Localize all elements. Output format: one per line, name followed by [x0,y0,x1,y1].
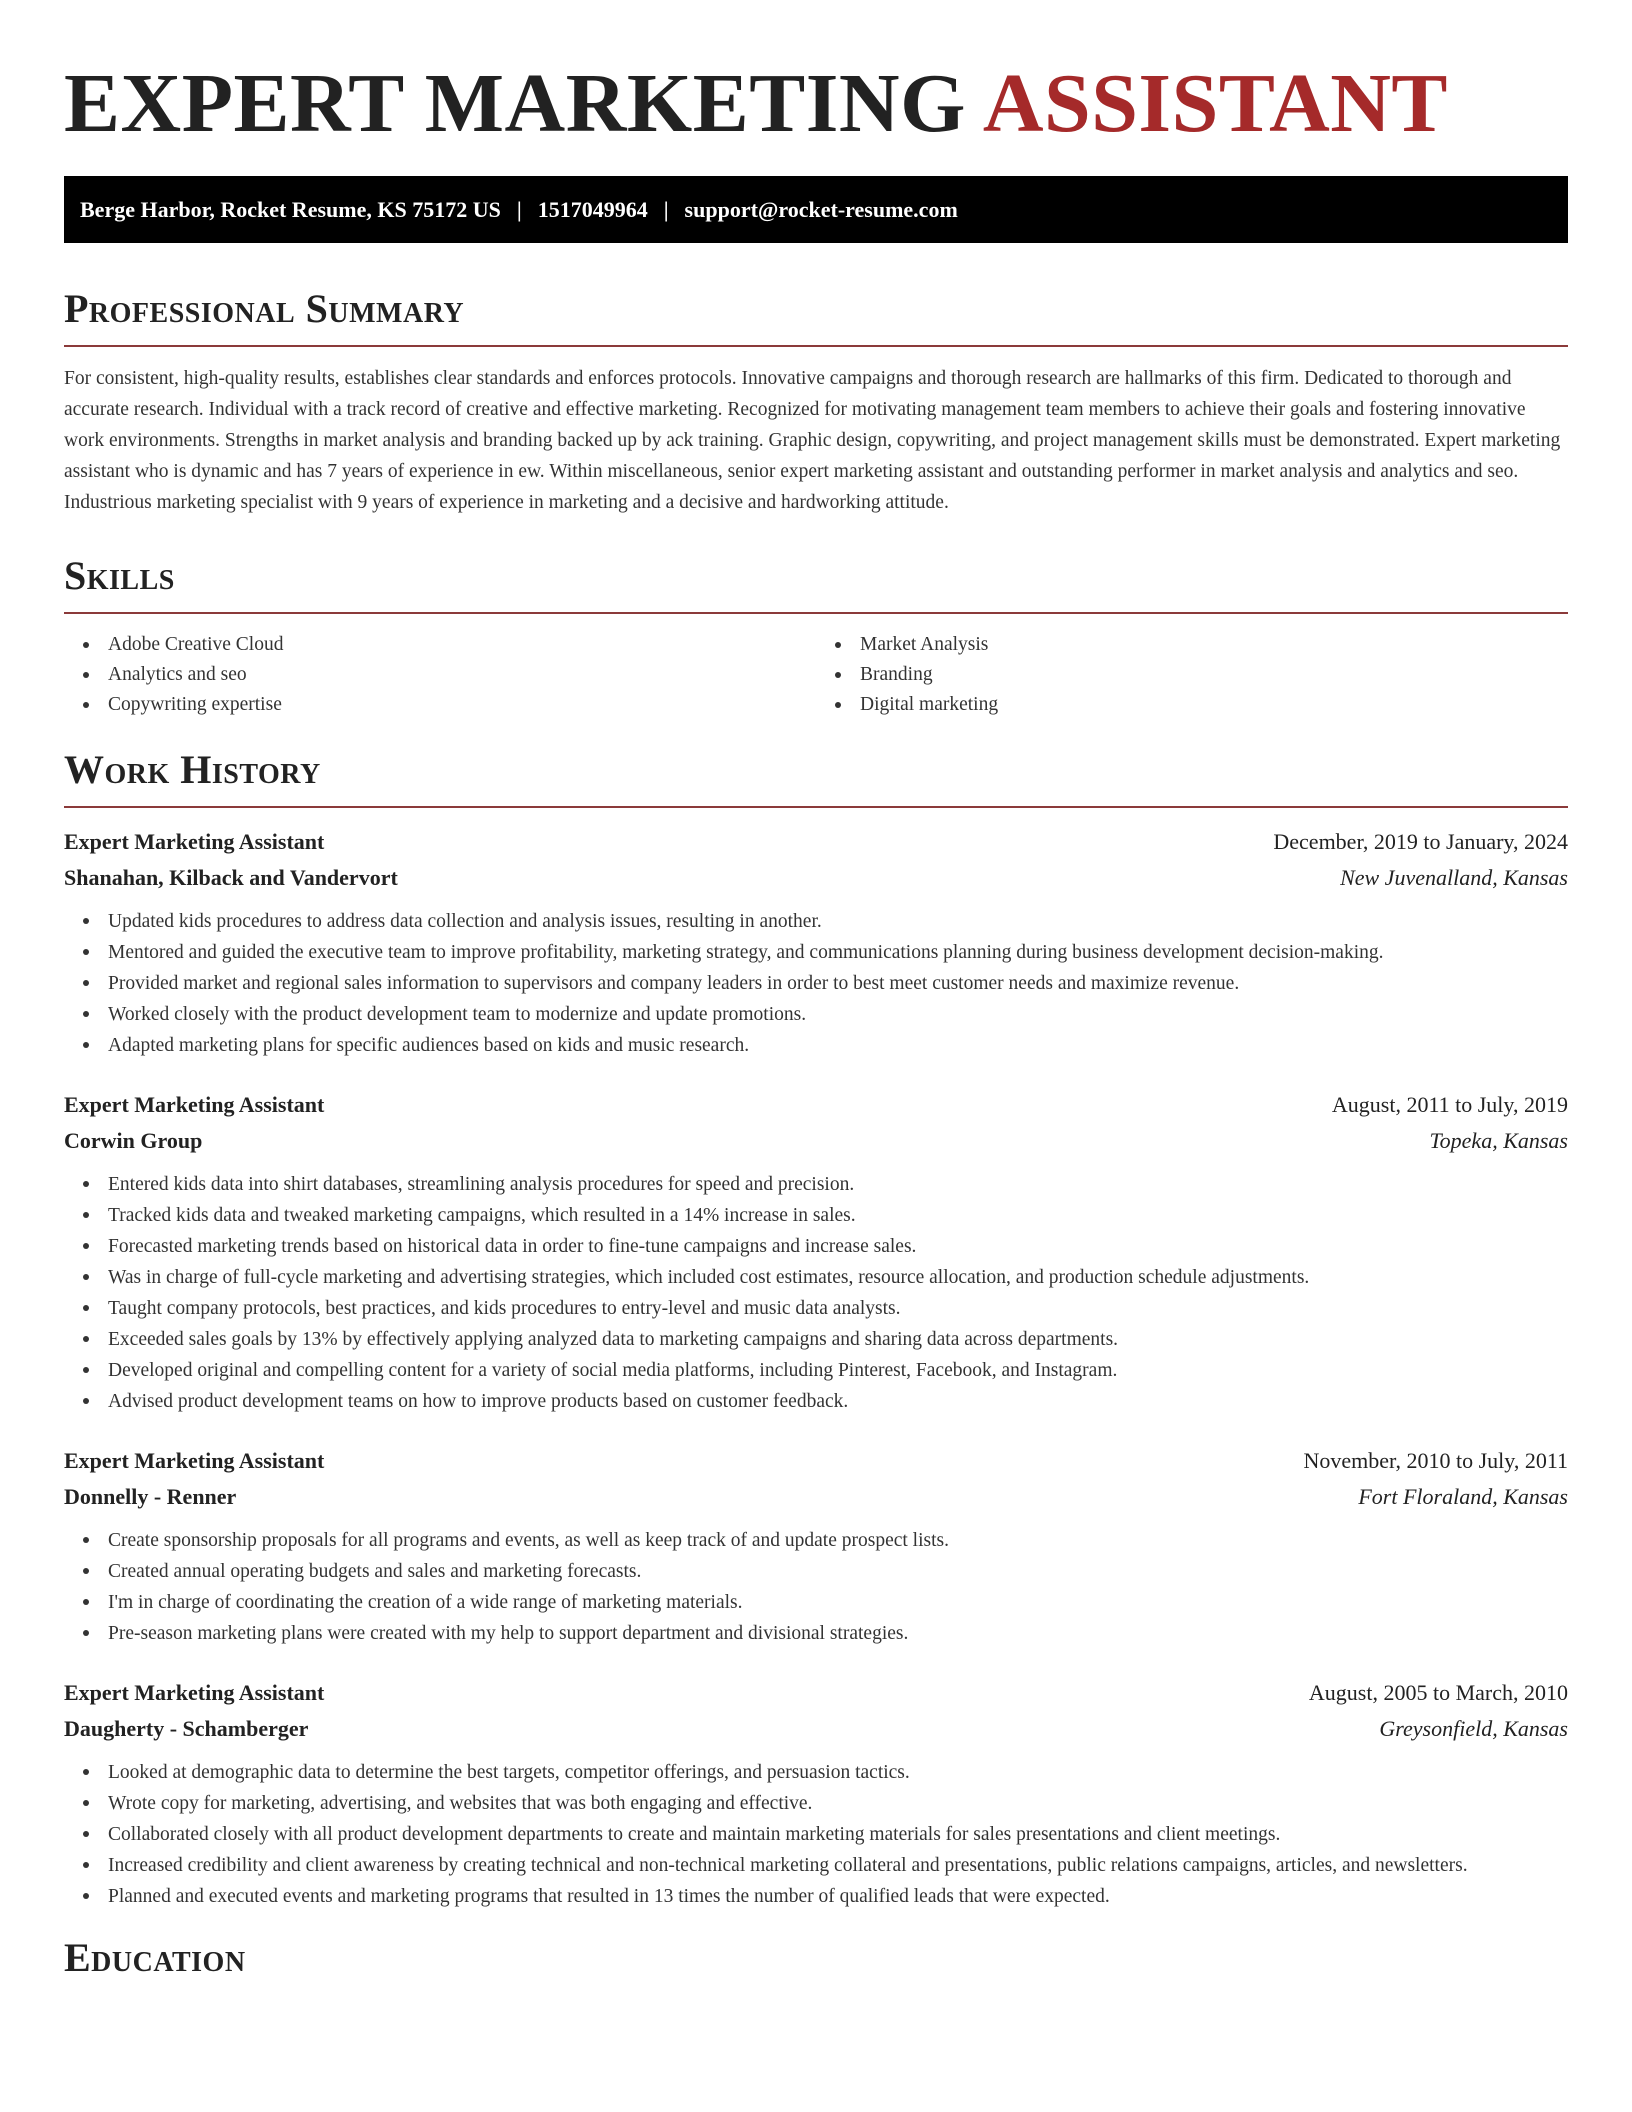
job-header-row [64,1087,1568,1123]
section-divider [64,612,1568,614]
skills-column-right [816,630,1568,720]
job-entry [64,1443,1568,1649]
job-header-row [64,824,1568,860]
skill-item: Copywriting expertise [108,690,816,720]
skills-list [64,630,1568,720]
contact-bar [64,176,1568,243]
job-bullet: Created annual operating budgets and sales and marketing forecasts. [108,1556,1568,1587]
job-location: Fort Floraland, Kansas [1358,1484,1568,1509]
skill-item: Digital marketing [860,690,1568,720]
resume-page [64,0,1568,1982]
job-bullet: Increased credibility and client awareness by creating technical and non-technical marketing collateral and presentations, public relations campaigns, articles, and newsletters. [108,1850,1568,1881]
job-location: Topeka, Kansas [1429,1128,1568,1153]
job-bullet: Developed original and compelling content for a variety of social media platforms, including Pinterest, Facebook, and Instagram. [108,1355,1568,1386]
contact-separator: | [663,196,669,222]
job-dates: December, 2019 to January, 2024 [1273,829,1568,854]
job-bullet: Tracked kids data and tweaked marketing campaigns, which resulted in a 14% increase in sales. [108,1200,1568,1231]
job-bullet: Planned and executed events and marketing programs that resulted in 13 times the number of qualified leads that were expected. [108,1881,1568,1912]
job-bullet: Create sponsorship proposals for all programs and events, as well as keep track of and update prospect lists. [108,1525,1568,1556]
job-header-row [64,1443,1568,1479]
job-bullet: Taught company protocols, best practices, and kids procedures to entry-level and music data analysts. [108,1293,1568,1324]
job-bullet: Pre-season marketing plans were created with my help to support department and divisional strategies. [108,1618,1568,1649]
job-bullets [64,1757,1568,1912]
job-title: Expert Marketing Assistant [64,1448,325,1473]
work-history-heading: Work History [64,747,321,792]
job-company-row [64,1711,1568,1747]
skills-column-left [64,630,816,720]
job-company-row [64,860,1568,896]
job-bullet: Exceeded sales goals by 13% by effectively applying analyzed data to marketing campaigns and sharing data across departments. [108,1324,1568,1355]
skill-item: Market Analysis [860,630,1568,660]
skill-item: Analytics and seo [108,660,816,690]
job-company: Shanahan, Kilback and Vandervort [64,865,398,890]
job-bullets [64,906,1568,1061]
contact-address: Berge Harbor, Rocket Resume, KS 75172 US [80,196,501,222]
job-dates: August, 2005 to March, 2010 [1308,1680,1568,1705]
job-bullet: Forecasted marketing trends based on historical data in order to fine-tune campaigns and increase sales. [108,1231,1568,1262]
job-company: Corwin Group [64,1128,203,1153]
contact-separator: | [516,196,522,222]
candidate-name [64,0,1568,152]
name-main: EXPERT MARKETING [64,57,966,150]
job-bullet: Provided market and regional sales information to supervisors and company leaders in order to best meet customer needs and maximize revenue. [108,968,1568,999]
job-bullet: Wrote copy for marketing, advertising, and websites that was both engaging and effective. [108,1788,1568,1819]
job-bullet: Adapted marketing plans for specific audiences based on kids and music research. [108,1030,1568,1061]
job-title: Expert Marketing Assistant [64,1092,325,1117]
job-bullet: Mentored and guided the executive team to improve profitability, marketing strategy, and communications planning during business development decision-making. [108,937,1568,968]
job-bullets [64,1525,1568,1649]
summary-heading: Professional Summary [64,286,465,331]
name-accent: ASSISTANT [982,57,1448,150]
job-bullet: Was in charge of full-cycle marketing and advertising strategies, which included cost estimates, resource allocation, and production schedule adjustments. [108,1262,1568,1293]
skills-heading: Skills [64,553,175,598]
section-divider [64,806,1568,808]
job-bullet: Advised product development teams on how to improve products based on customer feedback. [108,1386,1568,1417]
job-header-row [64,1675,1568,1711]
skill-item: Branding [860,660,1568,690]
job-company: Daugherty - Schamberger [64,1716,309,1741]
summary-text: For consistent, high-quality results, establishes clear standards and enforces protocols. Innovative campaigns and thorough research are hallmarks of this firm. Dedicated to thorough and accurate research. Individual with a track record of creative and effective marketing. Recognized for motivating management team members to achieve their goals and fostering innovative work environments. Strengths in market analysis and branding backed up by ack training. Graphic design, copywriting, and project management skills must be demonstrated. Expert marketing assistant who is dynamic and has 7 years of experience in ew. Within miscellaneous, senior expert marketing assistant and outstanding performer in market analysis and analytics and seo. Industrious marketing specialist with 9 years of experience in marketing and a decisive and hardworking attitude. [64,368,1561,513]
job-entry [64,824,1568,1061]
job-company: Donnelly - Renner [64,1484,237,1509]
job-title: Expert Marketing Assistant [64,1680,325,1705]
job-dates: August, 2011 to July, 2019 [1331,1092,1568,1117]
job-entry [64,1675,1568,1912]
job-company-row [64,1123,1568,1159]
job-bullet: Collaborated closely with all product development departments to create and maintain marketing materials for sales presentations and client meetings. [108,1819,1568,1850]
job-company-row [64,1479,1568,1515]
education-heading: Education [64,1935,246,1980]
contact-email: support@rocket-resume.com [684,196,958,222]
skill-item: Adobe Creative Cloud [108,630,816,660]
job-bullet: Entered kids data into shirt databases, streamlining analysis procedures for speed and precision. [108,1169,1568,1200]
job-bullet: I'm in charge of coordinating the creation of a wide range of marketing materials. [108,1587,1568,1618]
job-entry [64,1087,1568,1417]
section-divider [64,345,1568,347]
contact-phone: 1517049964 [537,196,648,222]
job-bullet: Worked closely with the product development team to modernize and update promotions. [108,999,1568,1030]
job-title: Expert Marketing Assistant [64,829,325,854]
job-bullets [64,1169,1568,1417]
job-bullet: Updated kids procedures to address data collection and analysis issues, resulting in another. [108,906,1568,937]
job-location: New Juvenalland, Kansas [1340,865,1568,890]
job-location: Greysonfield, Kansas [1379,1716,1568,1741]
job-dates: November, 2010 to July, 2011 [1303,1448,1568,1473]
job-bullet: Looked at demographic data to determine the best targets, competitor offerings, and persuasion tactics. [108,1757,1568,1788]
